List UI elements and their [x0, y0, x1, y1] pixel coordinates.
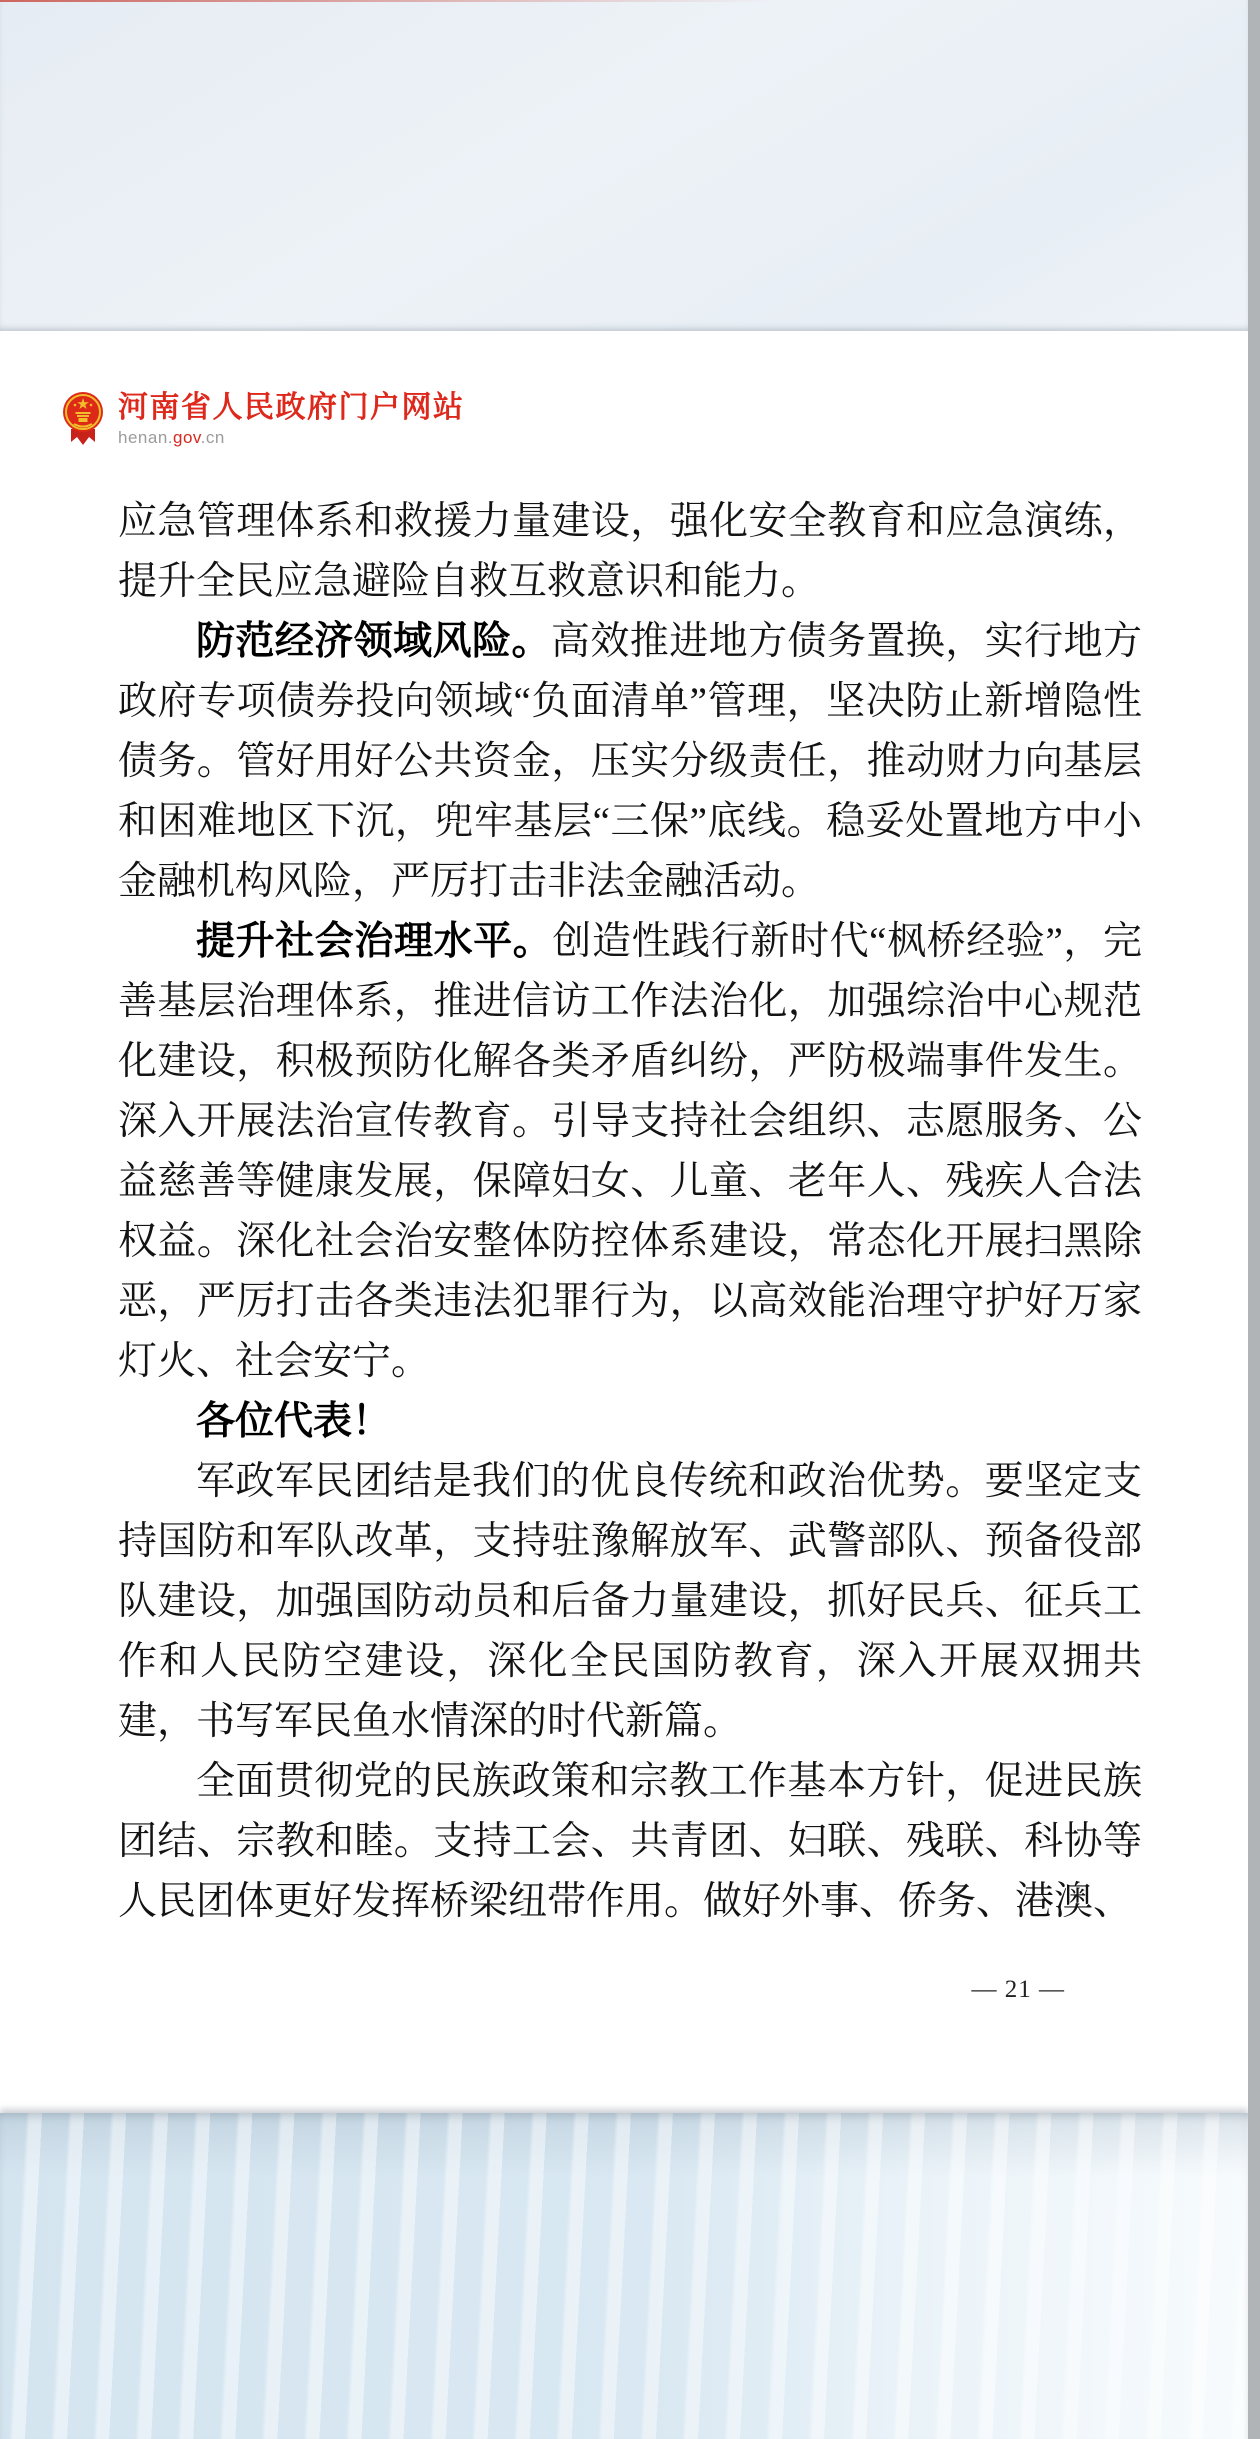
national-emblem-icon — [62, 391, 104, 445]
brand-text — [118, 391, 465, 448]
document-body — [118, 492, 1142, 1932]
paragraph-text: 高效推进地方债务置换，实行地方政府专项债券投向领域“负面清单”管理，坚决防止新增隐性债务。管好用好公共资金，压实分级责任，推动财力向基层和困难地区下沉，兜牢基层“三保”底线。稳妥处置地方中小金融机构风险，严厉打击非法金融活动。 — [118, 620, 1142, 903]
domain-prefix: henan. — [118, 428, 173, 447]
paragraph-lead: 各位代表！ — [196, 1400, 392, 1443]
paragraph — [118, 912, 1142, 1392]
next-page-decorative-band — [0, 2113, 1248, 2439]
document-page — [0, 331, 1248, 2113]
previous-page-decorative-band — [0, 0, 1248, 331]
site-header — [62, 391, 465, 448]
paragraph — [118, 492, 1142, 612]
paragraph — [118, 612, 1142, 912]
site-domain — [118, 428, 465, 448]
paragraph-text: 创造性践行新时代“枫桥经验”，完善基层治理体系，推进信访工作法治化，加强综治中心规范化建设，积极预防化解各类矛盾纠纷，严防极端事件发生。深入开展法治宣传教育。引导支持社会组织、志愿服务、公益慈善等健康发展，保障妇女、儿童、老年人、残疾人合法权益。深化社会治安整体防控体系建设，常态化开展扫黑除恶，严厉打击各类违法犯罪行为，以高效能治理守护好万家灯火、社会安宁。 — [118, 920, 1142, 1383]
top-red-hairline — [0, 0, 775, 2]
domain-suffix: .cn — [200, 428, 225, 447]
paragraph-text: 全面贯彻党的民族政策和宗教工作基本方针，促进民族团结、宗教和睦。支持工会、共青团、妇联、残联、科协等人民团体更好发挥桥梁纽带作用。做好外事、侨务、港澳、 — [118, 1760, 1142, 1923]
paragraph-text: 军政军民团结是我们的优良传统和政治优势。要坚定支持国防和军队改革，支持驻豫解放军、武警部队、预备役部队建设，加强国防动员和后备力量建设，抓好民兵、征兵工作和人民防空建设，深化全民国防教育，深入开展双拥共建，书写军民鱼水情深的时代新篇。 — [118, 1460, 1142, 1743]
scrollbar[interactable] — [1248, 0, 1260, 2439]
page-number: — 21 — — [971, 1976, 1065, 2003]
paragraph — [118, 1452, 1142, 1752]
paragraph-lead: 防范经济领域风险。 — [196, 620, 551, 663]
paragraph — [118, 1752, 1142, 1932]
site-name: 河南省人民政府门户网站 — [118, 391, 465, 424]
domain-gov: gov — [173, 428, 201, 447]
paragraph — [118, 1392, 1142, 1452]
paragraph-lead: 提升社会治理水平。 — [196, 920, 553, 963]
paragraph-text: 应急管理体系和救援力量建设，强化安全教育和应急演练，提升全民应急避险自救互救意识和能力。 — [118, 500, 1142, 603]
